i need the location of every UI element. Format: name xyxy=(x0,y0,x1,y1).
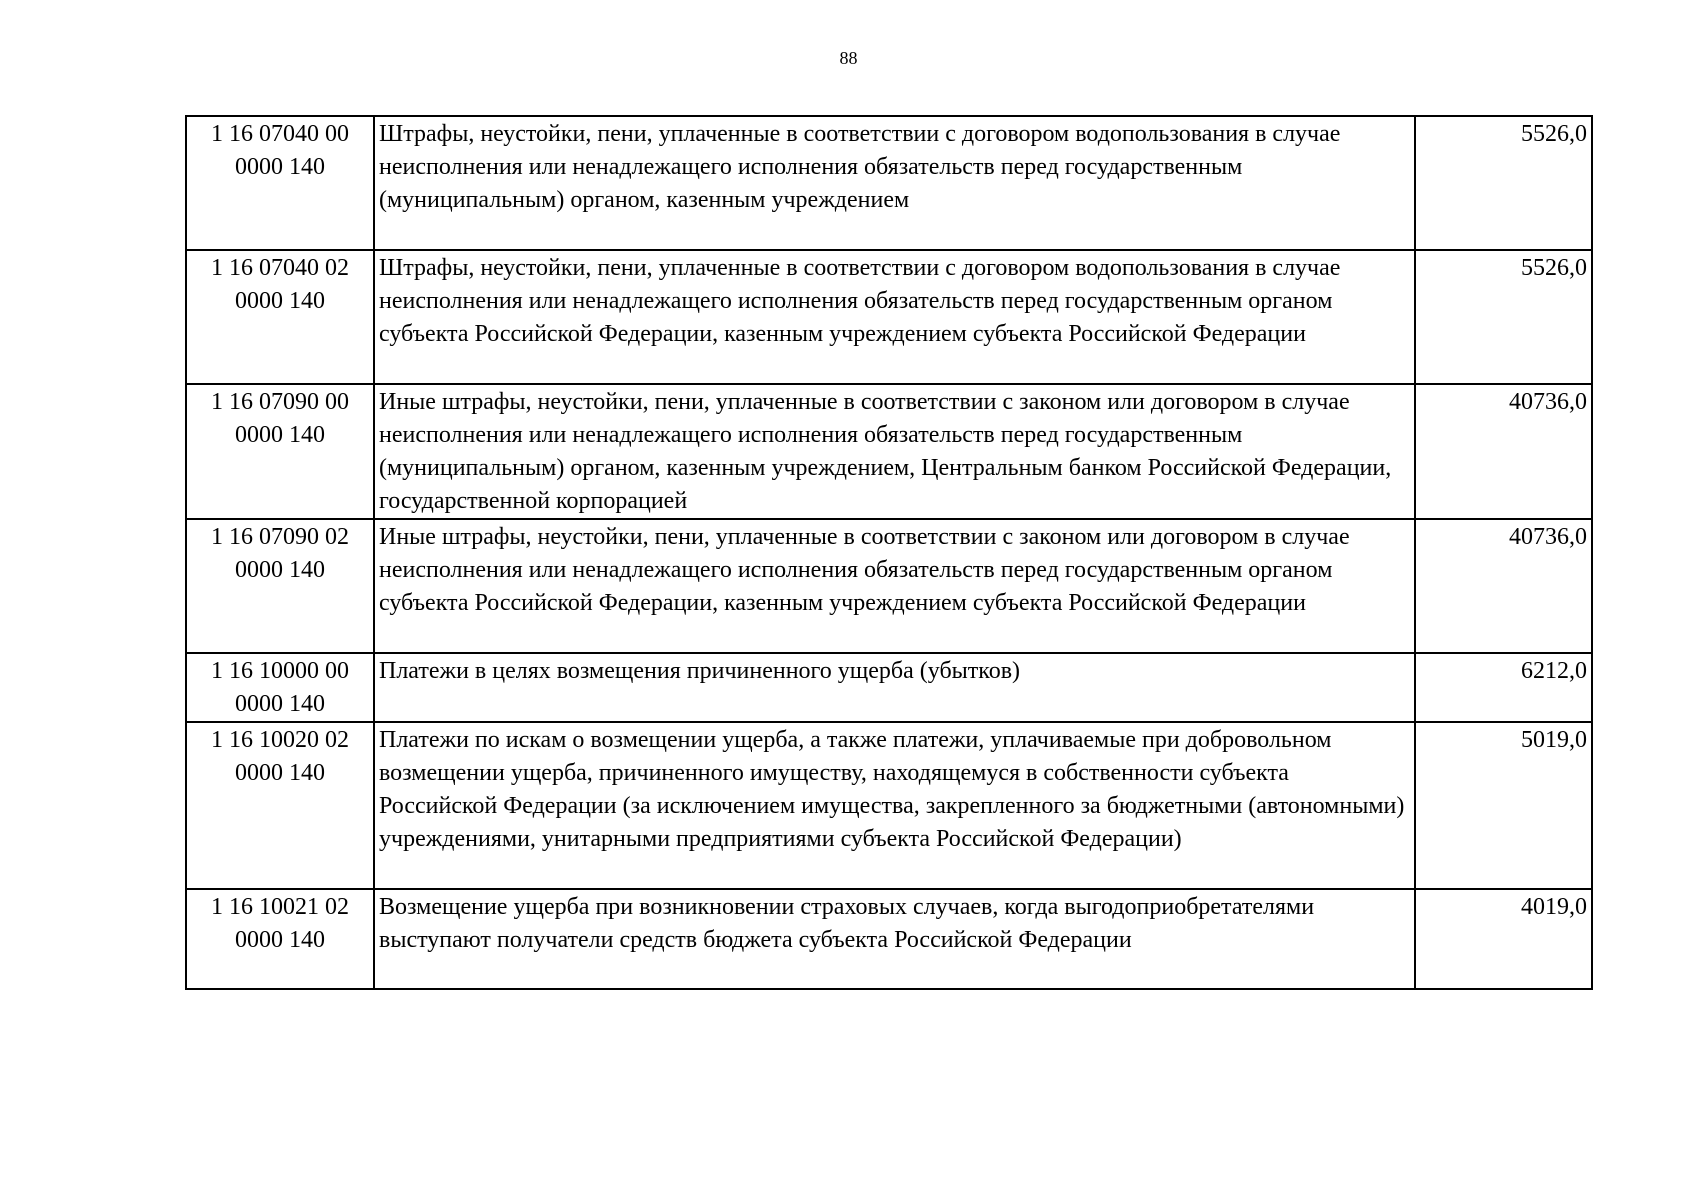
table-row xyxy=(186,116,1592,250)
amount-cell: 40736,0 xyxy=(1415,384,1592,519)
budget-code-cell: 1 16 07040 00 0000 140 xyxy=(186,116,374,250)
budget-code-cell: 1 16 07040 02 0000 140 xyxy=(186,250,374,384)
description-cell: Штрафы, неустойки, пени, уплаченные в соответствии с договором водопользования в случае неисполнения или ненадлежащего исполнения обязательств перед государственным органом субъекта Российской Федерации, казенным учреждением субъекта Российской Федерации xyxy=(374,250,1415,384)
budget-code-cell: 1 16 07090 02 0000 140 xyxy=(186,519,374,653)
table-row xyxy=(186,384,1592,519)
amount-cell: 5526,0 xyxy=(1415,116,1592,250)
amount-cell: 4019,0 xyxy=(1415,889,1592,989)
table-row xyxy=(186,653,1592,722)
amount-cell: 5526,0 xyxy=(1415,250,1592,384)
description-cell: Платежи по искам о возмещении ущерба, а также платежи, уплачиваемые при добровольном возмещении ущерба, причиненного имуществу, находящемуся в собственности субъекта Российской Федерации (за исключением имущества, закрепленного за бюджетными (автономными) учреждениями, унитарными предприятиями субъекта Российской Федерации) xyxy=(374,722,1415,889)
budget-code-cell: 1 16 10000 00 0000 140 xyxy=(186,653,374,722)
table-row xyxy=(186,519,1592,653)
budget-revenue-table xyxy=(185,115,1593,990)
budget-code-cell: 1 16 10020 02 0000 140 xyxy=(186,722,374,889)
budget-code-cell: 1 16 07090 00 0000 140 xyxy=(186,384,374,519)
table-row xyxy=(186,722,1592,889)
budget-code-cell: 1 16 10021 02 0000 140 xyxy=(186,889,374,989)
amount-cell: 6212,0 xyxy=(1415,653,1592,722)
description-cell: Иные штрафы, неустойки, пени, уплаченные в соответствии с законом или договором в случае неисполнения или ненадлежащего исполнения обязательств перед государственным (муниципальным) органом, казенным учреждением, Центральным банком Российской Федерации, государственной корпорацией xyxy=(374,384,1415,519)
table-row xyxy=(186,250,1592,384)
amount-cell: 5019,0 xyxy=(1415,722,1592,889)
amount-cell: 40736,0 xyxy=(1415,519,1592,653)
description-cell: Возмещение ущерба при возникновении страховых случаев, когда выгодоприобретателями выступают получатели средств бюджета субъекта Российской Федерации xyxy=(374,889,1415,989)
page-number: 88 xyxy=(839,48,858,68)
description-cell: Штрафы, неустойки, пени, уплаченные в соответствии с договором водопользования в случае неисполнения или ненадлежащего исполнения обязательств перед государственным (муниципальным) органом, казенным учреждением xyxy=(374,116,1415,250)
description-cell: Иные штрафы, неустойки, пени, уплаченные в соответствии с законом или договором в случае неисполнения или ненадлежащего исполнения обязательств перед государственным органом субъекта Российской Федерации, казенным учреждением субъекта Российской Федерации xyxy=(374,519,1415,653)
table-row xyxy=(186,889,1592,989)
description-cell: Платежи в целях возмещения причиненного ущерба (убытков) xyxy=(374,653,1415,722)
